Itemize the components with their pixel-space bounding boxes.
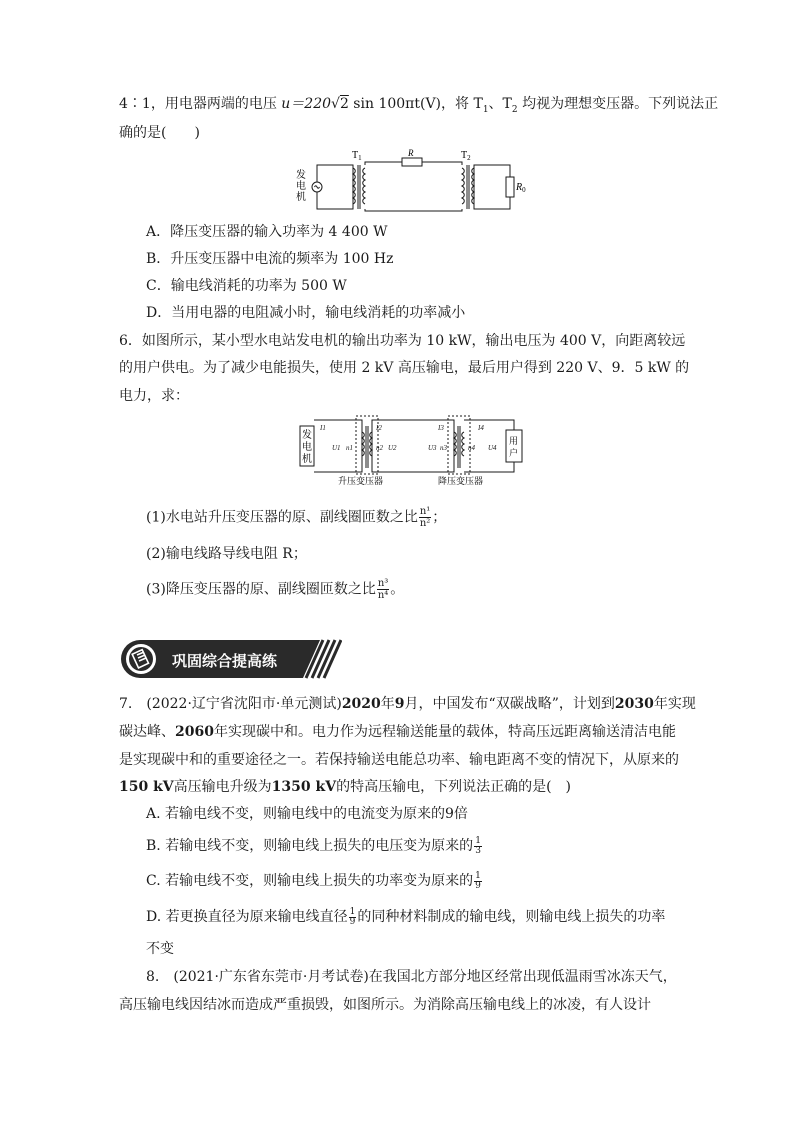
q7-option-d: D. 若更换直径为原来输电线直径 $\frac{1}{9}$ 的同种材料制成的输电线，则输电线上损失的功率 — [146, 906, 666, 927]
label-n2: n2 — [376, 444, 383, 452]
step-down-label: 降压变压器 — [438, 476, 484, 486]
fraction-n3-n4: $\frac{\text{n³}}{\text{n⁴}}$ — [377, 578, 389, 601]
q5-circuit-diagram — [290, 148, 540, 214]
label-u1: U1 — [332, 444, 341, 452]
q7-line-4: 150 kV高压输电升级为1350 kV的特高压输电，下列说法正确的是( ) — [119, 779, 572, 795]
label-n4: n4 — [468, 444, 475, 452]
q8-line-2: 高压输电线因结冰而造成严重损毁，如图所示。为消除高压输电线上的冰凌，有人设计 — [119, 997, 651, 1013]
q5-option-c: C．输电线消耗的功率为 500 W — [146, 278, 347, 294]
label-i1: I1 — [320, 424, 326, 432]
fraction-one-ninth-diameter: $\frac{1}{9}$ — [349, 906, 356, 927]
section-banner — [120, 638, 342, 680]
q7-option-d-line-2: 不变 — [146, 941, 174, 957]
q7-option-a: A. 若输电线不变，则输电线中的电流变为原来的9倍 — [146, 806, 468, 822]
q6-line-3: 电力，求： — [119, 388, 189, 404]
gen-char-1: 发 — [302, 430, 312, 441]
label-i2: I2 — [376, 424, 382, 432]
q7-line-1: 7. (2022·辽宁省沈阳市·单元测试)2020年9月，中国发布“双碳战略”，计划到2030年实现 — [119, 696, 696, 712]
q5-line-2: 确的是( ) — [119, 125, 200, 141]
user-char-1: 用 — [509, 436, 519, 446]
user-char-2: 户 — [509, 448, 519, 458]
q7-line-2: 碳达峰、2060年实现碳中和。电力作为远程输送能量的载体，特高压远距离输送清洁电能 — [119, 724, 676, 740]
label-i4: I4 — [478, 424, 484, 432]
t1-label: $T_1$ — [352, 150, 362, 162]
generator-label-char-3: 机 — [296, 192, 306, 203]
label-u3: U3 — [428, 444, 437, 452]
q7-option-b: B. 若输电线不变，则输电线上损失的电压变为原来的 $\frac{1}{3}$ — [146, 835, 481, 856]
label-i3: I3 — [438, 424, 444, 432]
q5-option-d: D．当用电器的电阻减小时，输电线消耗的功率减小 — [146, 305, 466, 321]
q7-option-c: C. 若输电线不变，则输电线上损失的功率变为原来的 $\frac{1}{9}$ — [146, 870, 481, 891]
r0-label: $R_0$ — [516, 182, 526, 194]
label-n3: n3 — [440, 444, 447, 452]
q7-line-3: 是实现碳中和的重要途径之一。若保持输送电能总功率、输电距离不变的情况下，从原来的 — [119, 752, 679, 768]
q5-option-a: A．降压变压器的输入功率为 4 400 W — [146, 224, 388, 240]
gen-char-3: 机 — [302, 454, 312, 465]
q6-circuit-diagram — [296, 412, 532, 488]
label-u2: U2 — [388, 444, 397, 452]
generator-label-char-1: 发 — [296, 170, 306, 181]
banner-title: 巩固综合提高练 — [172, 652, 278, 670]
q6-sub-3: (3)降压变压器的原、副线圈匝数之比 $\frac{\text{n³}}{\text{n⁴}}$ 。 — [146, 578, 405, 601]
t2-label: $T_2$ — [461, 150, 471, 162]
q6-line-1: 6．如图所示，某小型水电站发电机的输出功率为 10 kW，输出电压为 400 V，向距离较远 — [119, 333, 686, 349]
sqrt-sign: √ — [331, 96, 340, 112]
q5-line-1: 4∶1，用电器两端的电压 u＝220√2 sin 100πt(V)，将 $T_1$、$T_2$ 均视为理想变压器。下列说法正 — [119, 96, 719, 115]
fraction-n1-n2: $\frac{\text{n¹}}{\text{n²}}$ — [419, 506, 431, 529]
label-u4: U4 — [488, 444, 497, 452]
q6-sub-2: (2)输电线路导线电阻 R； — [146, 546, 307, 562]
generator-label-char-2: 电 — [296, 181, 306, 192]
step-up-label: 升压变压器 — [338, 476, 384, 486]
q6-line-2: 的用户供电。为了减少电能损失，使用 2 kV 高压输电，最后用户得到 220 V、9．5 kW 的 — [119, 360, 690, 376]
q5-option-b: B．升压变压器中电流的频率为 100 Hz — [146, 251, 394, 267]
r-label: R — [408, 148, 414, 158]
fraction-one-ninth: $\frac{1}{9}$ — [475, 870, 481, 891]
label-n1: n1 — [346, 444, 353, 452]
gen-char-2: 电 — [302, 442, 312, 453]
fraction-one-third: $\frac{1}{3}$ — [475, 835, 481, 856]
q6-sub-1: (1)水电站升压变压器的原、副线圈匝数之比 $\frac{\text{n¹}}{\text{n²}}$ ； — [146, 506, 447, 529]
q8-line-1: 8. (2021·广东省东莞市·月考试卷)在我国北方部分地区经常出现低温雨雪冰冻天气， — [146, 969, 677, 985]
